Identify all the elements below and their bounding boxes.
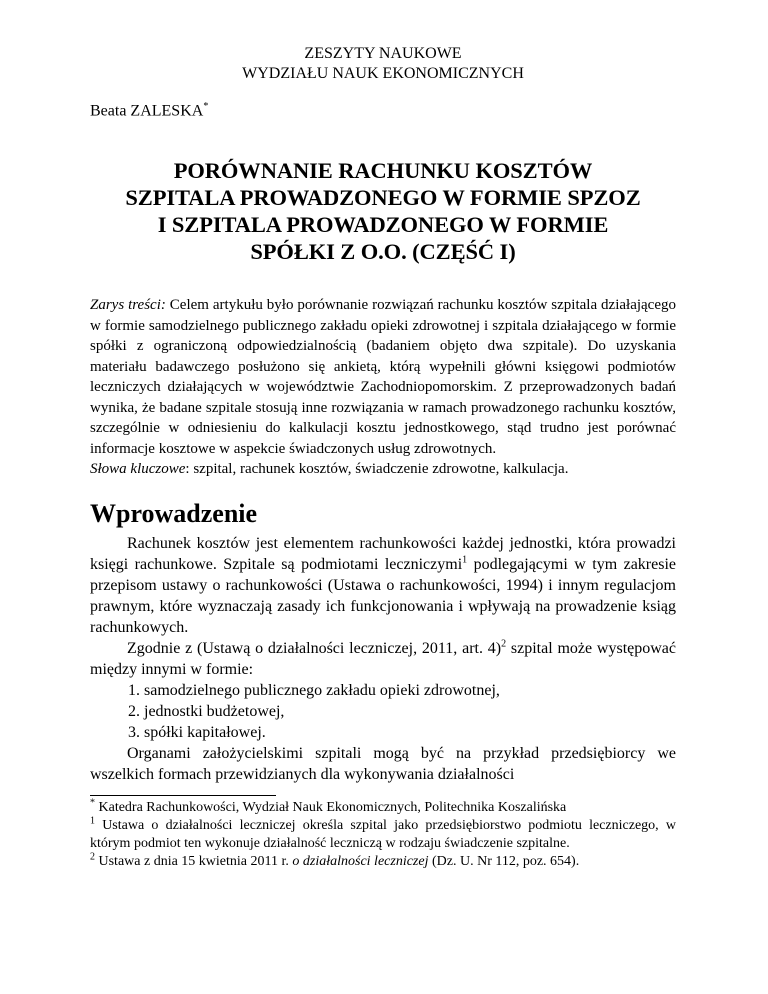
footnote-text: Katedra Rachunkowości, Wydział Nauk Ekonomicznych, Politechnika Koszalińska	[95, 800, 567, 816]
footnote-mark: 1	[90, 815, 95, 827]
footnote-1	[90, 817, 676, 853]
abstract-text: Celem artykułu było porównanie rozwiązań rachunku kosztów szpitala działającego w formie samodzielnego publicznego zakładu opieki zdrowotnej i szpitala działającego w formie spółki z ograniczoną odpowiedzialnością (badaniem objęto dwa szpitale). Do uzyskania materiału badawczego posłużono się ankietą, którą wypełnili główni księgowi podmiotów leczniczych działających w województwie Zachodniopomorskim. Z przeprowadzonych badań wynika, że badane szpitale stosują inne rozwiązania w ramach prowadzonego rachunku kosztów, szczególnie w odniesieniu do kalkulacji kosztu jednostkowego, stąd trudno jest porównać informacje kosztowe w aspekcie świadczonych usług zdrowotnych.	[90, 297, 676, 457]
abstract-label: Zarys treści:	[90, 297, 166, 314]
forms-list	[90, 680, 676, 743]
footnote-text: Ustawa z dnia 15 kwietnia 2011 r.	[95, 854, 293, 870]
author-name: Beata ZALESKA	[90, 102, 204, 120]
footnote-text: Ustawa o działalności leczniczej określa szpital jako przedsiębiorstwo podmiotu leczniczego, w którym podmiot ten wykonuje działalność leczniczą w rodzaju świadczenie szpitalne.	[90, 818, 676, 852]
footnote-ref-2: 2	[501, 639, 507, 650]
footnote-text: (Dz. U. Nr 112, poz. 654).	[428, 854, 580, 870]
paragraph-3: Organami założycielskimi szpitali mogą być na przykład przedsiębiorcy we wszelkich formach przewidzianych dla wykonywania działalności	[90, 745, 676, 784]
section-heading: Wprowadzenie	[90, 499, 258, 529]
paper-title	[90, 157, 676, 265]
list-item: 1. samodzielnego publicznego zakładu opieki zdrowotnej,	[128, 682, 500, 700]
footnote-affiliation	[90, 799, 676, 817]
paragraph-1	[90, 533, 676, 638]
keywords-text: : szpital, rachunek kosztów, świadczenie zdrowotne, kalkulacja.	[185, 461, 569, 478]
list-item: 2. jednostki budżetowej,	[128, 703, 285, 721]
paper-page	[90, 44, 676, 871]
footnotes	[90, 799, 676, 871]
title-line2: SZPITALA PROWADZONEGO W FORMIE SPZOZ	[125, 185, 641, 211]
paragraph-2	[90, 638, 676, 680]
footnote-mark: *	[90, 797, 95, 809]
list-item: 3. spółki kapitałowej.	[128, 724, 266, 742]
paragraph-2-text-a: Zgodnie z (Ustawą o działalności leczniczej, 2011, art. 4)	[127, 640, 502, 658]
paragraph-1-text-a: Rachunek kosztów jest elementem rachunkowości każdej jednostki, która prowadzi księgi rachunkowe. Szpitale są podmiotami leczniczymi	[90, 535, 676, 574]
keywords	[90, 459, 676, 479]
footnote-separator	[90, 795, 276, 796]
footnote-ref-1: 1	[462, 555, 468, 566]
journal-name-line1: ZESZYTY NAUKOWE	[304, 45, 462, 62]
title-line3: I SZPITALA PROWADZONEGO W FORMIE	[157, 212, 609, 238]
journal-name-line2: WYDZIAŁU NAUK EKONOMICZNYCH	[242, 65, 524, 82]
journal-header	[90, 44, 676, 84]
author-line	[90, 96, 676, 122]
author-footnote-mark: *	[203, 101, 209, 112]
footnote-italic-title: o działalności leczniczej	[292, 854, 429, 870]
keywords-label: Słowa kluczowe	[90, 461, 186, 478]
title-line4: SPÓŁKI Z O.O. (CZĘŚĆ I)	[250, 239, 516, 265]
title-line1: PORÓWNANIE RACHUNKU KOSZTÓW	[173, 158, 593, 184]
section-body	[90, 533, 676, 785]
footnote-mark: 2	[90, 851, 95, 863]
footnote-2	[90, 853, 676, 871]
abstract	[90, 295, 676, 459]
paragraph-2-text-b: szpital może występować między innymi w formie:	[90, 640, 677, 679]
paragraph-1-text-b: podlegającymi w tym zakresie przepisom ustawy o rachunkowości (Ustawa o rachunkowości, 1994) i innym regulacjom prawnym, które wyznaczają zasady ich funkcjonowania i wpływają na prowadzenie ksiąg rachunkowych.	[90, 556, 677, 637]
